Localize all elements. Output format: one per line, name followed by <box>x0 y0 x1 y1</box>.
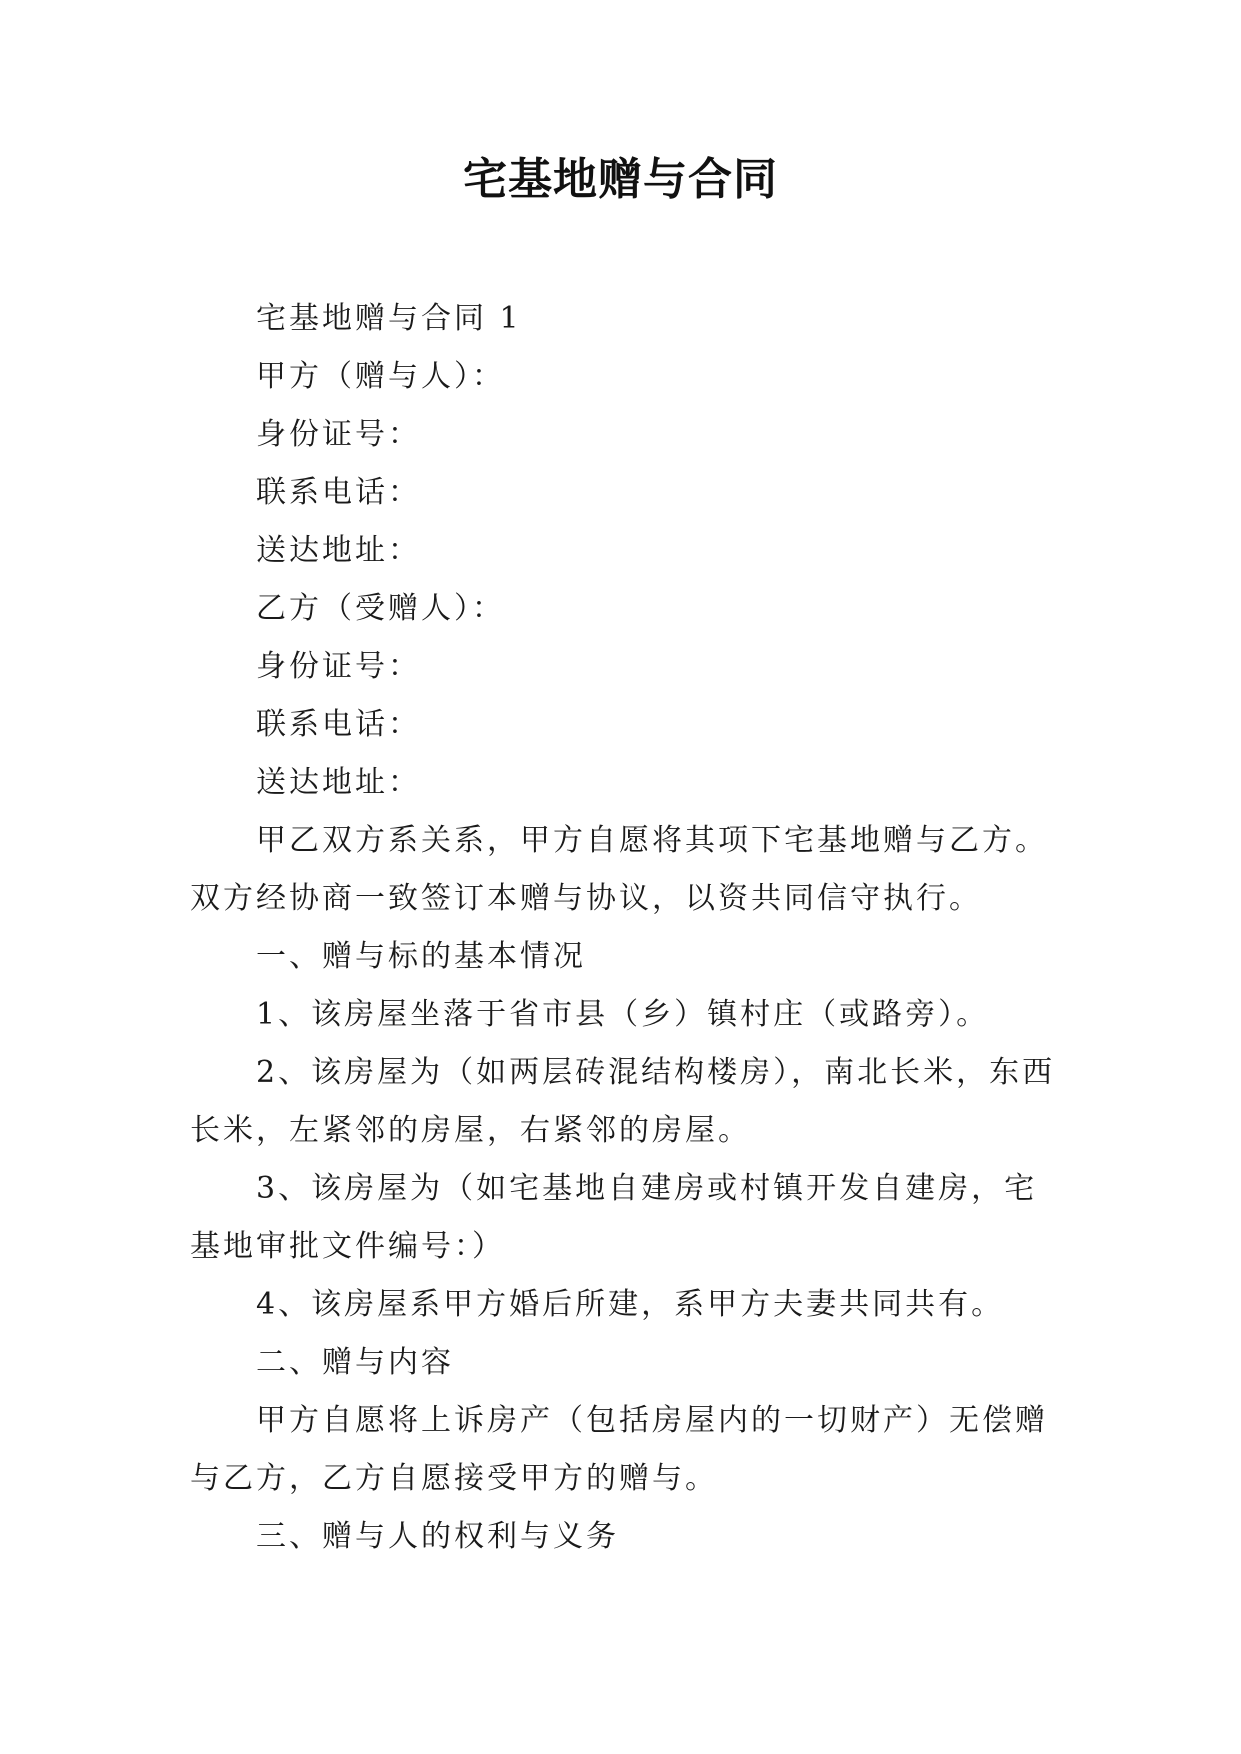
paragraph-line: 甲方自愿将上诉房产（包括房屋内的一切财产）无偿赠 <box>256 1403 1048 1438</box>
paragraph-line: 身份证号： <box>256 417 421 452</box>
paragraph-line: 甲乙双方系关系，甲方自愿将其项下宅基地赠与乙方。 <box>256 823 1048 858</box>
paragraph-line: 长米，左紧邻的房屋，右紧邻的房屋。 <box>190 1113 751 1148</box>
section-heading: 三、赠与人的权利与义务 <box>256 1519 619 1554</box>
section-heading: 一、赠与标的基本情况 <box>256 939 586 974</box>
paragraph-line: 双方经协商一致签订本赠与协议，以资共同信守执行。 <box>190 881 982 916</box>
document-body <box>190 290 1056 1566</box>
paragraph-line: 与乙方，乙方自愿接受甲方的赠与。 <box>190 1461 718 1496</box>
paragraph-line: 甲方（赠与人）： <box>256 359 505 394</box>
paragraph-line: 4、该房屋系甲方婚后所建，系甲方夫妻共同共有。 <box>256 1287 1005 1322</box>
paragraph-line: 3、该房屋为（如宅基地自建房或村镇开发自建房，宅 <box>256 1171 1038 1206</box>
paragraph-line: 2、该房屋为（如两层砖混结构楼房），南北长米，东西 <box>256 1055 1056 1090</box>
paragraph-line: 送达地址： <box>256 765 421 800</box>
paragraph-line: 联系电话： <box>256 707 421 742</box>
paragraph-line: 身份证号： <box>256 649 421 684</box>
section-heading: 二、赠与内容 <box>256 1345 454 1380</box>
paragraph-line: 宅基地赠与合同 1 <box>256 301 522 336</box>
paragraph-line: 乙方（受赠人）： <box>256 591 505 626</box>
paragraph-line: 1、该房屋坐落于省市县（乡）镇村庄（或路旁）。 <box>256 997 990 1032</box>
paragraph-line: 送达地址： <box>256 533 421 568</box>
document-title: 宅基地赠与合同 <box>463 154 778 205</box>
paragraph-line: 联系电话： <box>256 475 421 510</box>
paragraph-line: 基地审批文件编号：） <box>190 1229 505 1264</box>
